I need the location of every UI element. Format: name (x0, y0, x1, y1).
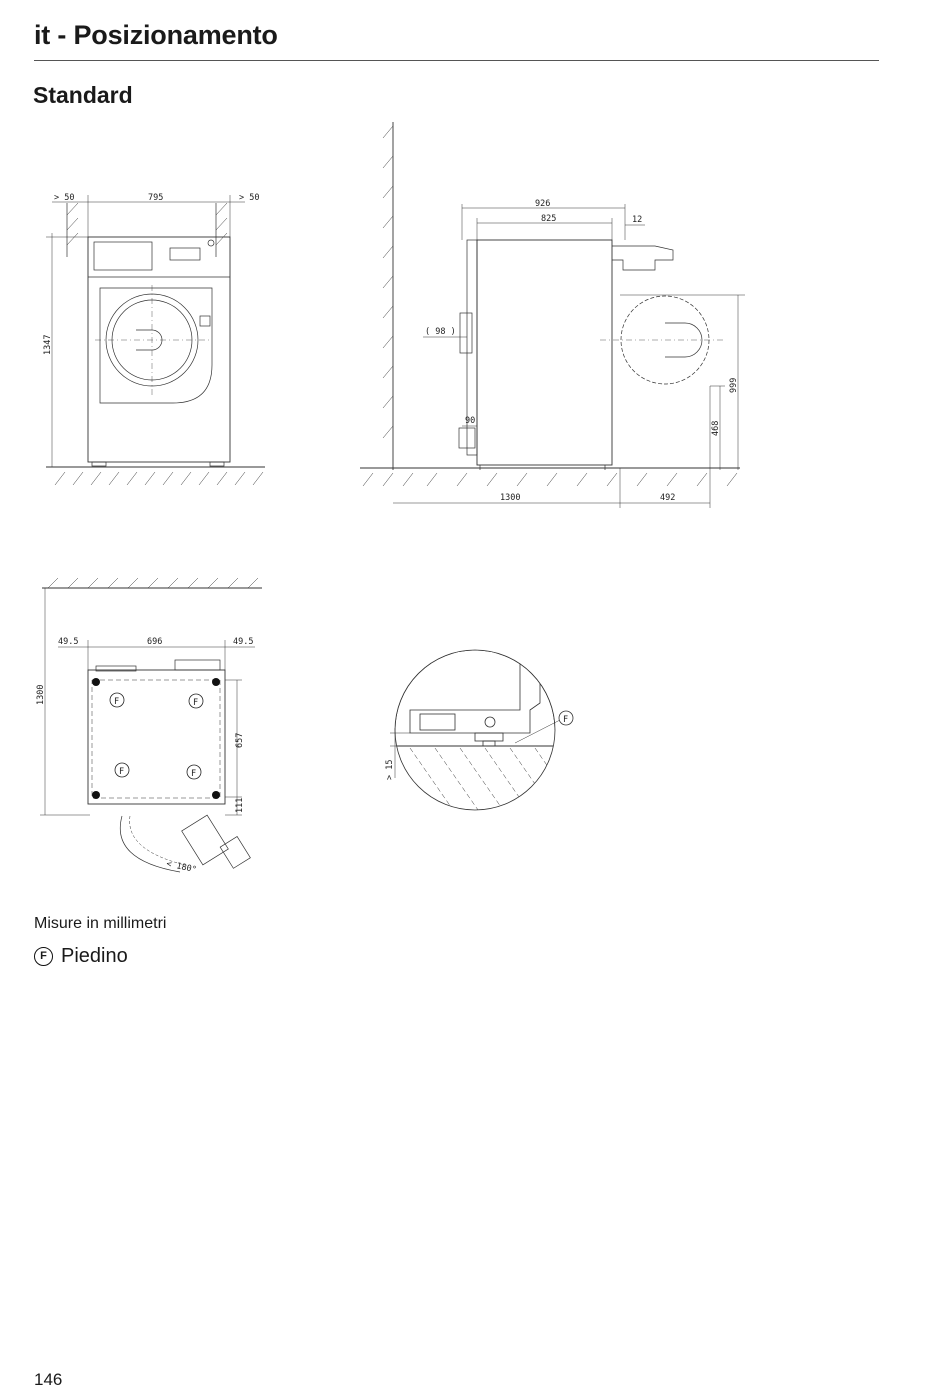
legend-label: Piedino (61, 945, 128, 967)
dim-front-offset: 111 (235, 797, 245, 813)
dim-depth-total: 926 (535, 199, 551, 209)
dim-height: 1347 (43, 334, 53, 355)
dim-floor-depth: 1300 (500, 493, 521, 503)
dim-door-swing: 492 (660, 493, 676, 503)
foot-label: F (114, 697, 120, 707)
dim-door-height: 999 (729, 377, 739, 393)
dim-clearance: > 15 (385, 759, 395, 780)
dim-margin-left: 49.5 (58, 637, 79, 647)
foot-label: F (563, 715, 569, 725)
dim-width: 795 (148, 193, 164, 203)
dim-top-offset: 12 (632, 215, 643, 225)
dim-depth: 1300 (36, 684, 46, 705)
foot-marker-dot (212, 678, 220, 686)
side-view-drawing (355, 118, 750, 510)
dim-width: 696 (147, 637, 163, 647)
dim-door-low: 468 (711, 420, 721, 436)
foot-marker-dot (92, 678, 100, 686)
foot-marker-dot (92, 791, 100, 799)
foot-marker-dot (212, 791, 220, 799)
page-number: 146 (34, 1370, 63, 1389)
dim-angle: < 180° (165, 859, 198, 876)
top-view-drawing (30, 570, 280, 890)
dim-gap-left: > 50 (54, 193, 75, 203)
dim-margin-right: 49.5 (233, 637, 254, 647)
legend (34, 945, 128, 968)
foot-label: F (119, 767, 125, 777)
dim-door-depth: ( 98 ) (425, 327, 456, 337)
dim-gap-right: > 50 (239, 193, 260, 203)
dim-depth-body: 825 (541, 214, 557, 224)
foot-label: F (191, 769, 197, 779)
page-title: it - Posizionamento (34, 20, 278, 50)
section-title: Standard (33, 82, 133, 108)
foot-detail-drawing (380, 648, 580, 820)
front-view-drawing (40, 185, 280, 490)
foot-legend-icon: F (34, 947, 53, 966)
foot-label: F (193, 698, 199, 708)
title-rule (34, 60, 879, 61)
dim-foot-offset: 90 (465, 416, 476, 426)
units-caption: Misure in millimetri (34, 915, 167, 932)
dim-foot-span: 657 (235, 732, 245, 748)
